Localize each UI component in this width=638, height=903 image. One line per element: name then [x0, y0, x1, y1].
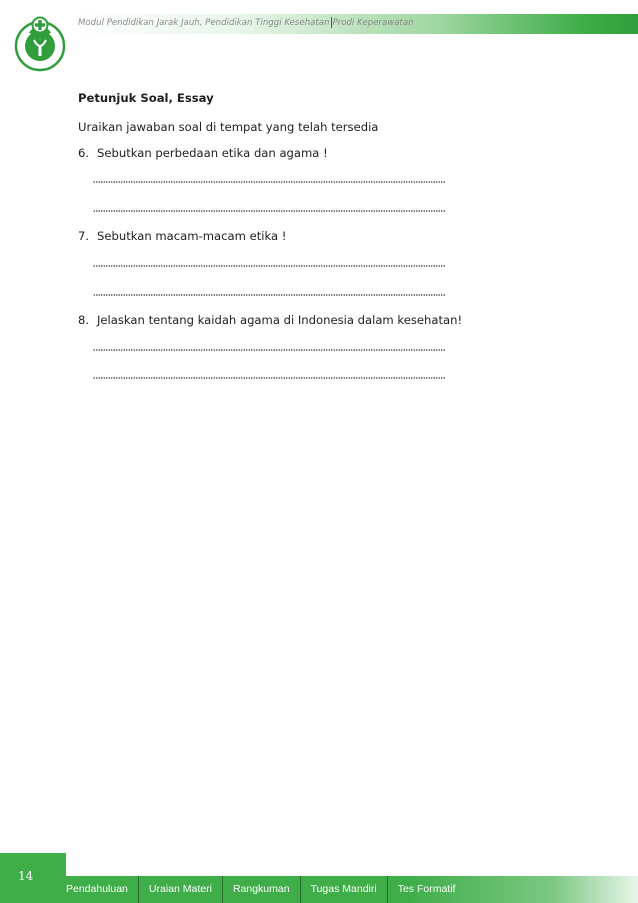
- answer-line[interactable]: [93, 294, 445, 296]
- answer-line[interactable]: [93, 181, 445, 183]
- answer-line[interactable]: [93, 210, 445, 212]
- question-8: [78, 313, 462, 327]
- nav-pendahuluan[interactable]: Pendahuluan: [66, 883, 128, 895]
- page-number: 14: [18, 869, 34, 883]
- question-number: 8.: [78, 313, 90, 327]
- module-title: Modul Pendidikan Jarak Jauh, Pendidikan Tinggi Kesehatan: [78, 18, 330, 28]
- question-number: 6.: [78, 146, 90, 160]
- running-header: [78, 17, 414, 28]
- nav-tugas-mandiri[interactable]: Tugas Mandiri: [310, 883, 377, 895]
- answer-line[interactable]: [93, 349, 445, 351]
- nav-uraian-materi[interactable]: Uraian Materi: [148, 883, 212, 895]
- question-text: Sebutkan perbedaan etika dan agama !: [97, 146, 328, 160]
- bakti-husada-logo-icon: [14, 8, 66, 78]
- question-7: [78, 229, 286, 243]
- answer-line[interactable]: [93, 265, 445, 267]
- answer-line[interactable]: [93, 377, 445, 379]
- program-name: Prodi Keperawatan: [332, 18, 414, 28]
- question-number: 7.: [78, 229, 90, 243]
- footer-nav: [66, 876, 465, 903]
- nav-tes-formatif[interactable]: Tes Formatif: [397, 883, 456, 895]
- question-text: Sebutkan macam-macam etika !: [97, 229, 287, 243]
- nav-rangkuman[interactable]: Rangkuman: [232, 883, 290, 895]
- question-6: [78, 146, 328, 160]
- section-title: Petunjuk Soal, Essay: [78, 91, 214, 105]
- instruction-text: Uraikan jawaban soal di tempat yang telah tersedia: [78, 120, 379, 134]
- header-separator: [331, 17, 332, 28]
- question-text: Jelaskan tentang kaidah agama di Indonesia dalam kesehatan!: [97, 313, 463, 327]
